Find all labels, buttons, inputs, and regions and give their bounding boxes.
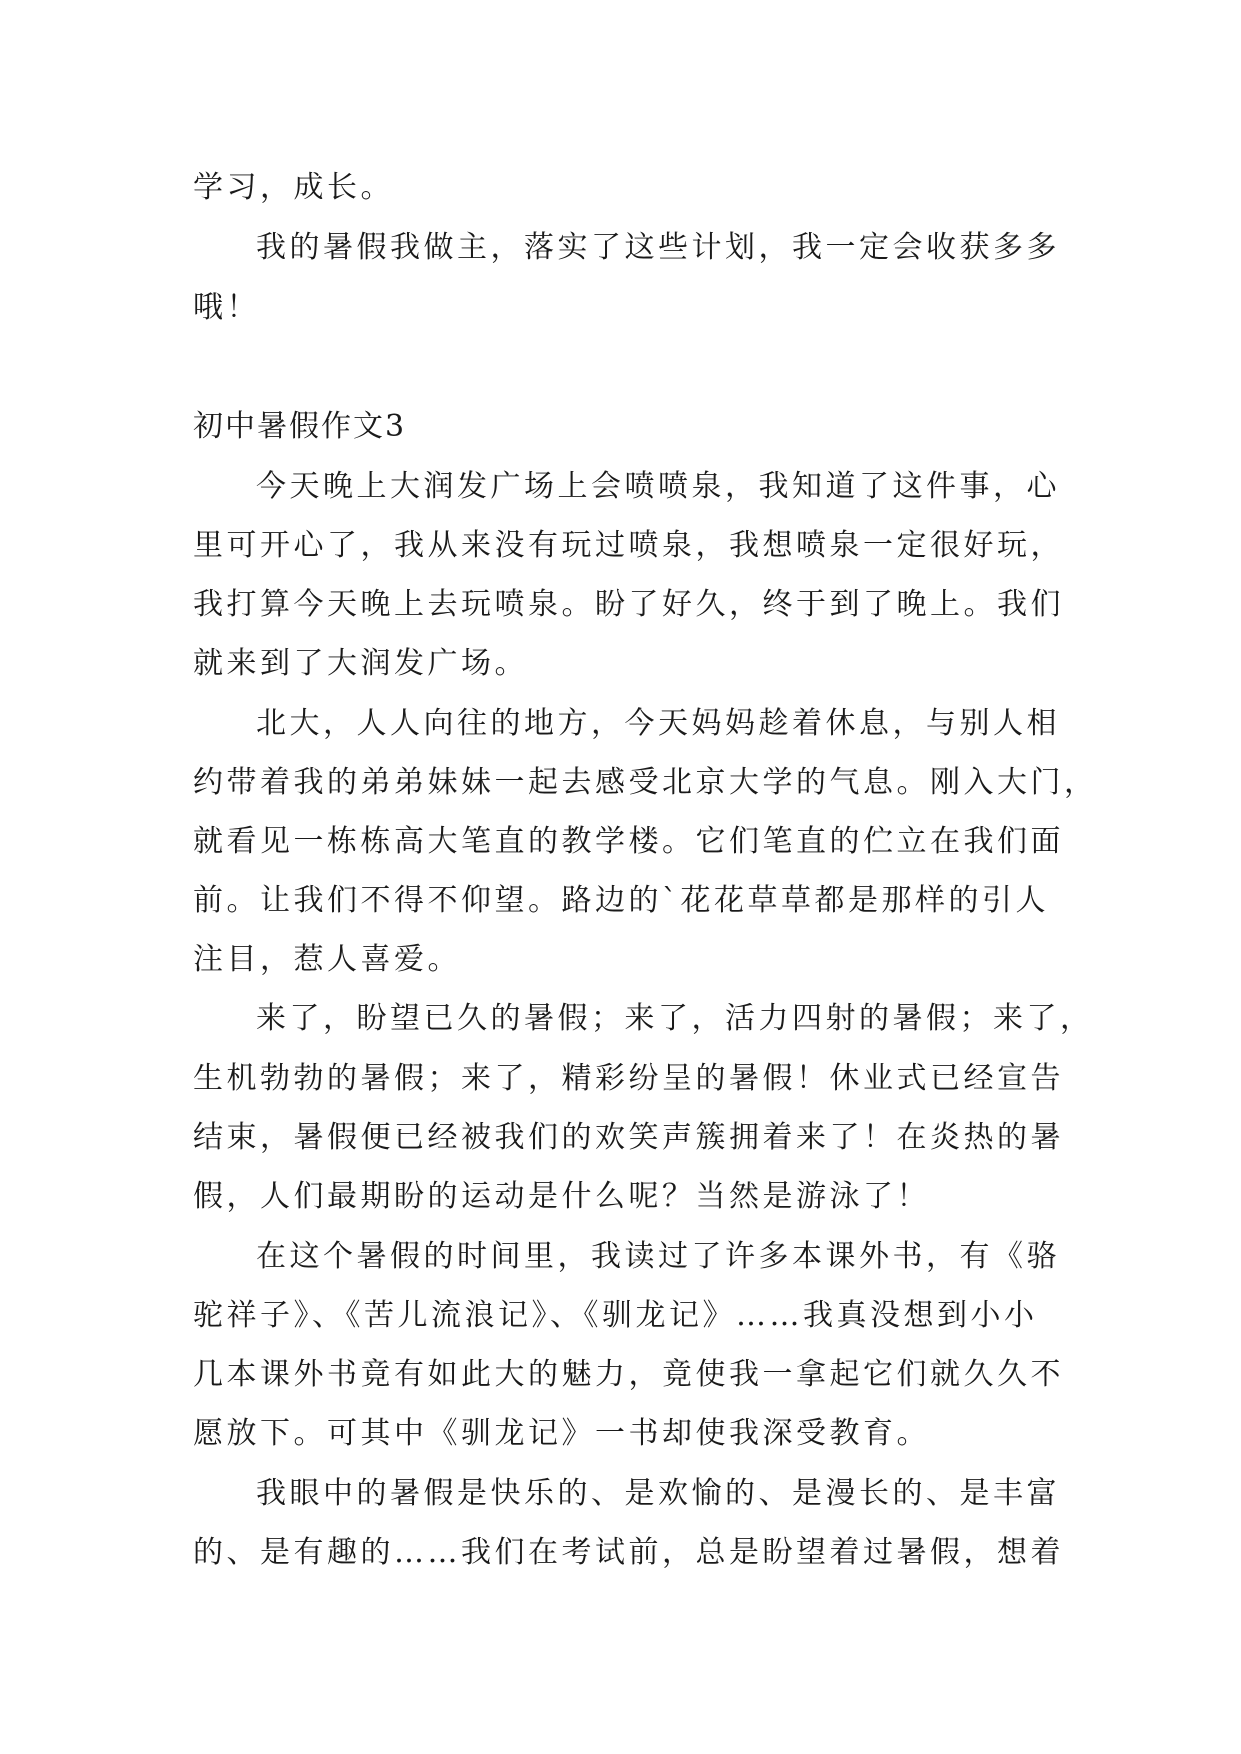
paragraph-line: 哦！ bbox=[193, 290, 260, 325]
paragraph-line: 就看见一栋栋高大笔直的教学楼。它们笔直的伫立在我们面 bbox=[193, 824, 1064, 859]
paragraph-line: 的、是有趣的……我们在考试前，总是盼望着过暑假，想着 bbox=[193, 1535, 1064, 1570]
paragraph-line: 里可开心了，我从来没有玩过喷泉，我想喷泉一定很好玩， bbox=[193, 528, 1064, 563]
paragraph-line: 在这个暑假的时间里，我读过了许多本课外书，有《骆 bbox=[256, 1239, 1060, 1274]
paragraph-line: 就来到了大润发广场。 bbox=[193, 646, 528, 681]
paragraph-line: 我打算今天晚上去玩喷泉。盼了好久，终于到了晚上。我们 bbox=[193, 587, 1064, 622]
section-heading: 初中暑假作文3 bbox=[193, 409, 407, 444]
paragraph-line: 今天晚上大润发广场上会喷喷泉，我知道了这件事，心 bbox=[256, 469, 1060, 504]
paragraph-line: 学习，成长。 bbox=[193, 170, 394, 205]
paragraph-line: 结束，暑假便已经被我们的欢笑声簇拥着来了！在炎热的暑 bbox=[193, 1120, 1064, 1155]
paragraph-line: 生机勃勃的暑假；来了，精彩纷呈的暑假！休业式已经宣告 bbox=[193, 1061, 1064, 1096]
paragraph-line: 前。让我们不得不仰望。路边的`花花草草都是那样的引人 bbox=[193, 883, 1049, 918]
paragraph-line: 北大，人人向往的地方，今天妈妈趁着休息，与别人相 bbox=[256, 706, 1060, 741]
paragraph-line: 约带着我的弟弟妹妹一起去感受北京大学的气息。刚入大门， bbox=[193, 765, 1098, 800]
paragraph-line: 驼祥子》、《苦儿流浪记》、《驯龙记》……我真没想到小小 bbox=[193, 1298, 1038, 1333]
paragraph-line: 愿放下。可其中《驯龙记》一书却使我深受教育。 bbox=[193, 1416, 930, 1451]
paragraph-line: 几本课外书竟有如此大的魅力，竟使我一拿起它们就久久不 bbox=[193, 1357, 1064, 1392]
paragraph-line: 注目，惹人喜爱。 bbox=[193, 942, 461, 977]
paragraph-line: 假，人们最期盼的运动是什么呢？当然是游泳了！ bbox=[193, 1179, 930, 1214]
paragraph-line: 来了，盼望已久的暑假；来了，活力四射的暑假；来了， bbox=[256, 1001, 1094, 1036]
paragraph-line: 我的暑假我做主，落实了这些计划，我一定会收获多多 bbox=[256, 230, 1060, 265]
paragraph-line: 我眼中的暑假是快乐的、是欢愉的、是漫长的、是丰富 bbox=[256, 1476, 1060, 1511]
